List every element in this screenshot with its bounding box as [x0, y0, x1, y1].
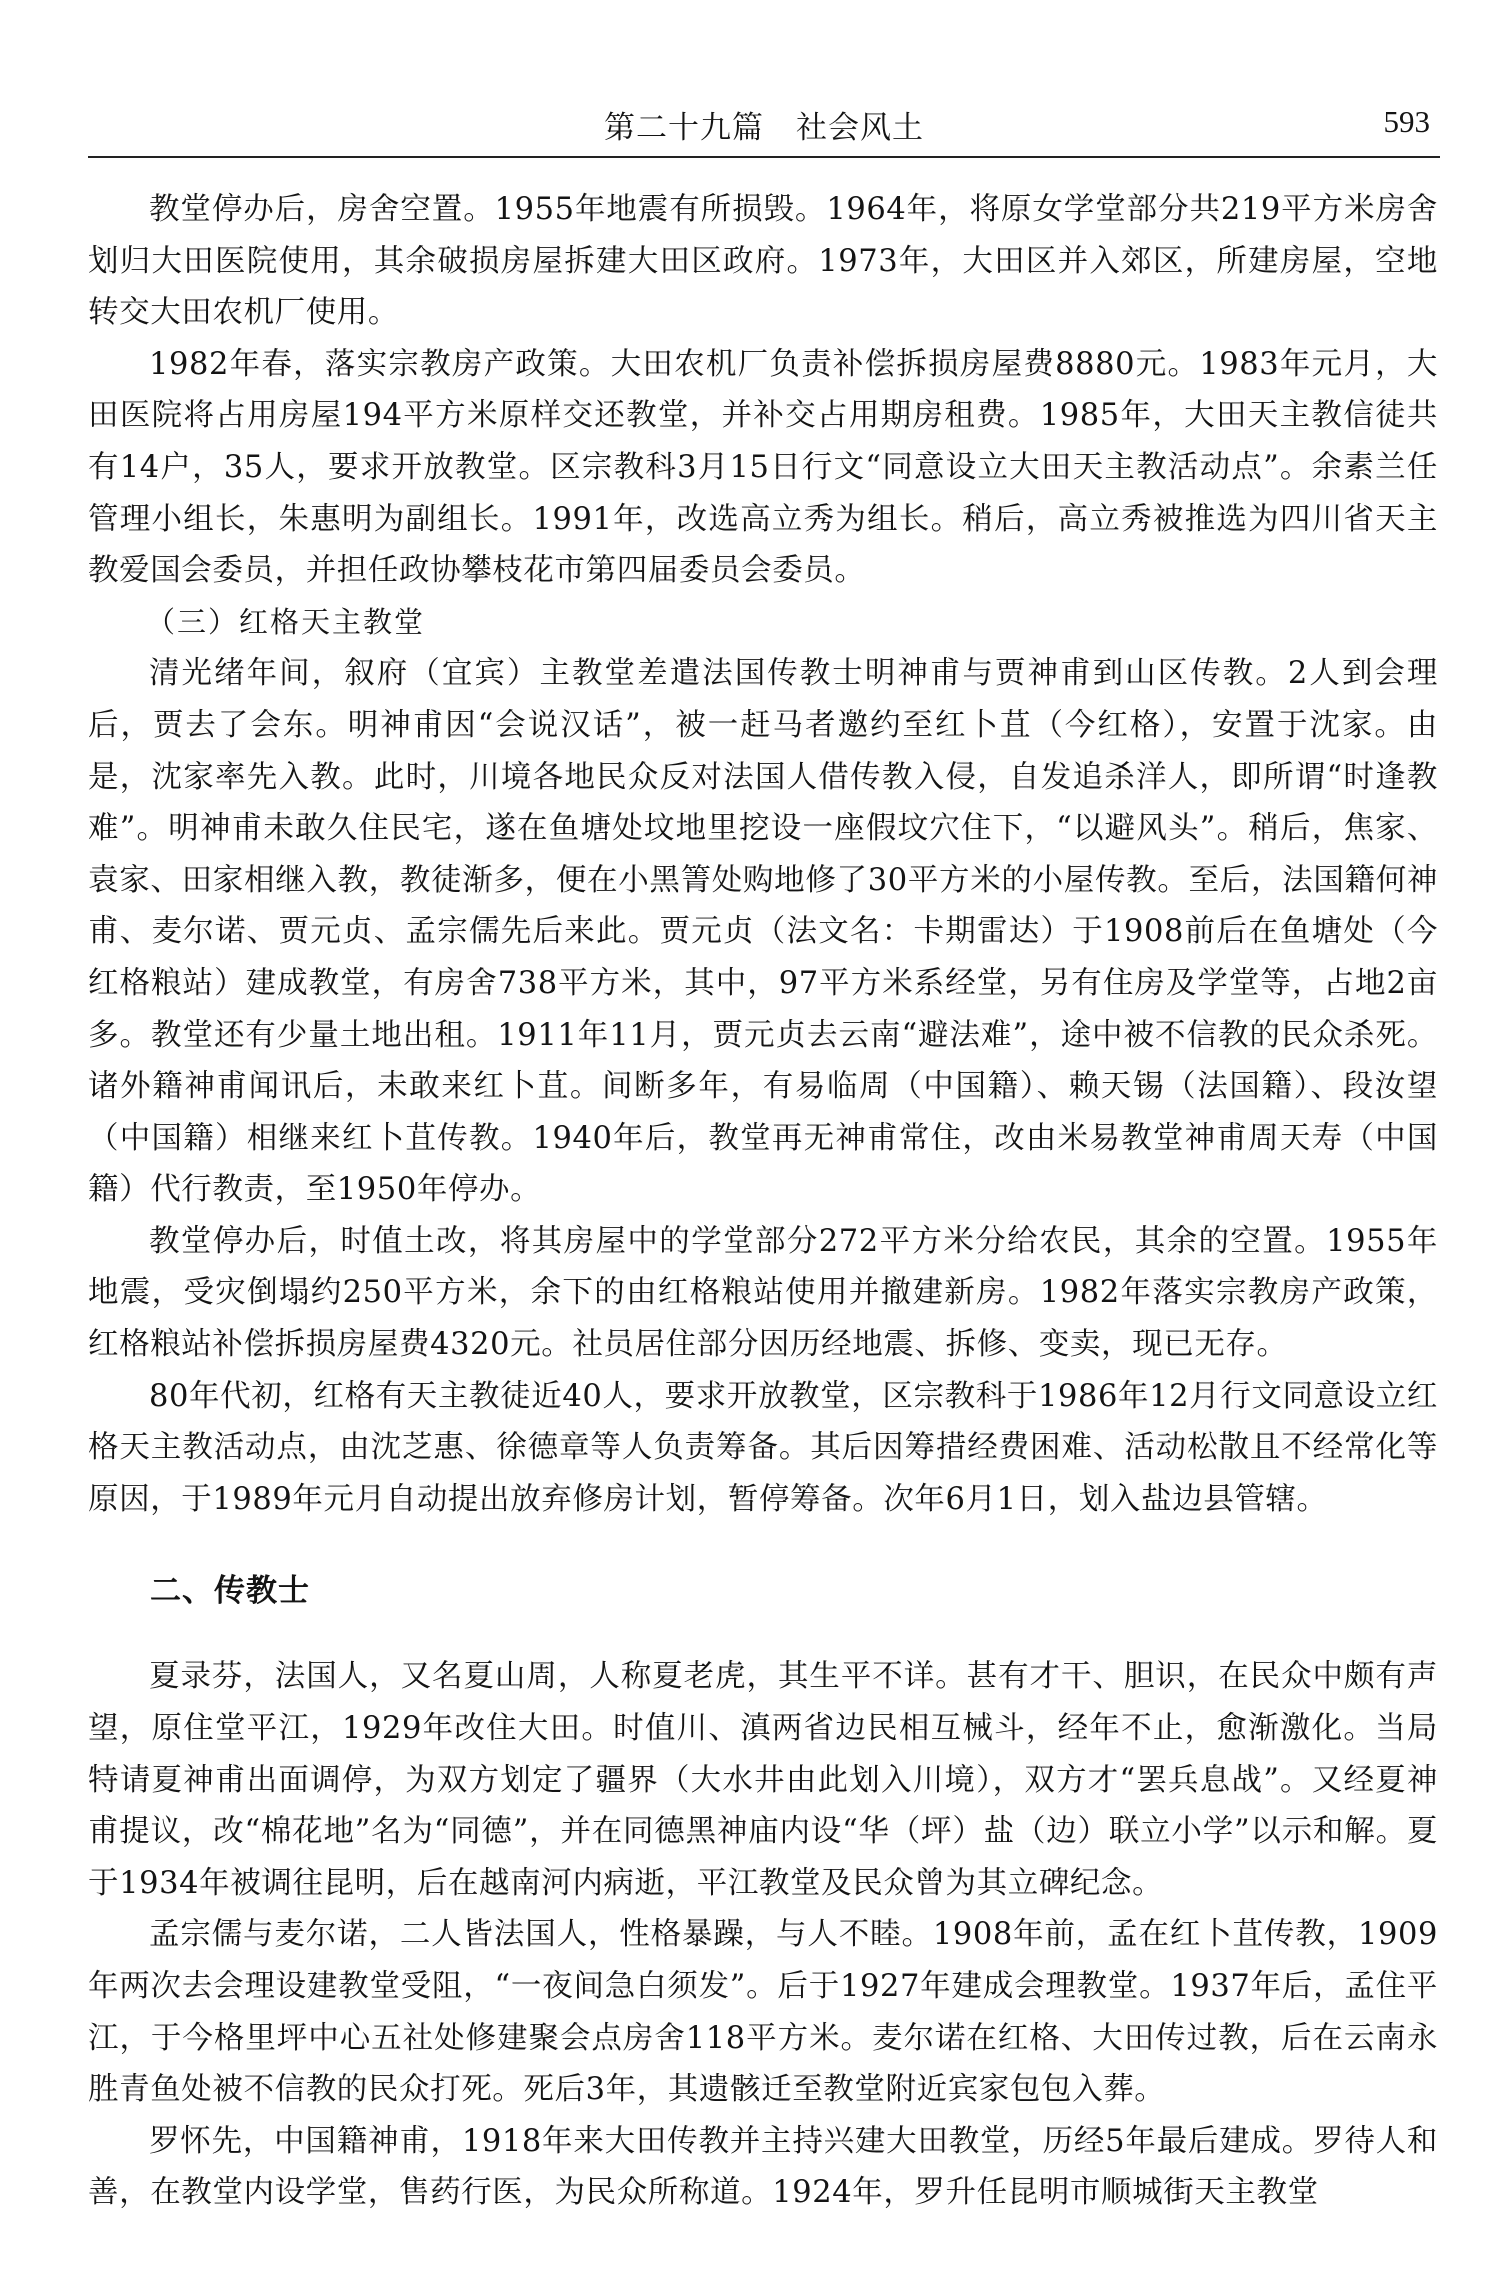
paragraph: 清光绪年间，叙府（宜宾）主教堂差遣法国传教士明神甫与贾神甫到山区传教。2人到会理后，贾去了会东。明神甫因“会说汉话”，被一赶马者邀约至红卜苴（今红格），安置于沈家。由是，沈家率先入教。此时，川境各地民众反对法国人借传教入侵，自发追杀洋人，即所谓“时逢教难”。明神甫未敢久住民宅，遂在鱼塘处坟地里挖设一座假坟穴住下，“以避风头”。稍后，焦家、袁家、田家相继入教，教徒渐多，便在小黑箐处购地修了30平方米的小屋传教。至后，法国籍何神甫、麦尔诺、贾元贞、孟宗儒先后来此。贾元贞（法文名：卡期雷达）于1908前后在鱼塘处（今红格粮站）建成教堂，有房舍738平方米，其中，97平方米系经堂，另有住房及学堂等，占地2亩多。教堂还有少量土地出租。1911年11月，贾元贞去云南“避法难”，途中被不信教的民众杀死。诸外籍神甫闻讯后，未敢来红卜苴。间断多年，有易临周（中国籍）、赖天锡（法国籍）、段汝望（中国籍）相继来红卜苴传教。1940年后，教堂再无神甫常住，改由米易教堂神甫周天寿（中国籍）代行教责，至1950年停办。 — [88, 656, 1438, 1208]
section-heading: 二、传教士 — [150, 1573, 310, 1610]
paragraph: 教堂停办后，房舍空置。1955年地震有所损毁。1964年，将原女学堂部分共219平方米房舍划归大田医院使用，其余破损房屋拆建大田区政府。1973年，大田区并入郊区，所建房屋，空地转交大田农机厂使用。 — [88, 192, 1438, 331]
page-number: 593 — [1383, 104, 1430, 139]
paragraph: 罗怀先，中国籍神甫，1918年来大田传教并主持兴建大田教堂，历经5年最后建成。罗待人和善，在教堂内设学堂，售药行医，为民众所称道。1924年，罗升任昆明市顺城街天主教堂 — [88, 2123, 1438, 2211]
paragraph: 孟宗儒与麦尔诺，二人皆法国人，性格暴躁，与人不睦。1908年前，孟在红卜苴传教，1909年两次去会理设建教堂受阻，“一夜间急白须发”。后于1927年建成会理教堂。1937年后，孟住平江，于今格里坪中心五社处修建聚会点房舍118平方米。麦尔诺在红格、大田传过教，后在云南永胜青鱼处被不信教的民众打死。死后3年，其遗骸迁至教堂附近宾家包包入葬。 — [88, 1917, 1438, 2108]
chapter-title: 第二十九篇 社会风土 — [604, 110, 924, 146]
running-header — [88, 96, 1440, 158]
page-body — [88, 184, 1438, 2219]
paragraph: 1982年春，落实宗教房产政策。大田农机厂负责补偿拆损房屋费8880元。1983年元月，大田医院将占用房屋194平方米原样交还教堂，并补交占用期房租费。1985年，大田天主教信徒共有14户，35人，要求开放教堂。区宗教科3月15日行文“同意设立大田天主教活动点”。余素兰任管理小组长，朱惠明为副组长。1991年，改选高立秀为组长。稍后，高立秀被推选为四川省天主教爱国会委员，并担任政协攀枝花市第四届委员会委员。 — [88, 346, 1438, 589]
paragraph: 80年代初，红格有天主教徒近40人，要求开放教堂，区宗教科于1986年12月行文同意设立红格天主教活动点，由沈芝惠、徐德章等人负责筹备。其后因筹措经费困难、活动松散且不经常化等原因，于1989年元月自动提出放弃修房计划，暂停筹备。次年6月1日，划入盐边县管辖。 — [88, 1378, 1438, 1517]
paragraph: 教堂停办后，时值土改，将其房屋中的学堂部分272平方米分给农民，其余的空置。1955年地震，受灾倒塌约250平方米，余下的由红格粮站使用并撤建新房。1982年落实宗教房产政策，红格粮站补偿拆损房屋费4320元。社员居住部分因历经地震、拆修、变卖，现已无存。 — [88, 1223, 1438, 1363]
subsection-heading: （三）红格天主教堂 — [146, 604, 426, 639]
paragraph: 夏录芬，法国人，又名夏山周，人称夏老虎，其生平不详。甚有才干、胆识，在民众中颇有声望，原住堂平江，1929年改住大田。时值川、滇两省边民相互械斗，经年不止，愈渐激化。当局特请夏神甫出面调停，为双方划定了疆界（大水井由此划入川境），双方才“罢兵息战”。又经夏神甫提议，改“棉花地”名为“同德”，并在同德黑神庙内设“华（坪）盐（边）联立小学”以示和解。夏于1934年被调往昆明，后在越南河内病逝，平江教堂及民众曾为其立碑纪念。 — [88, 1659, 1438, 1901]
